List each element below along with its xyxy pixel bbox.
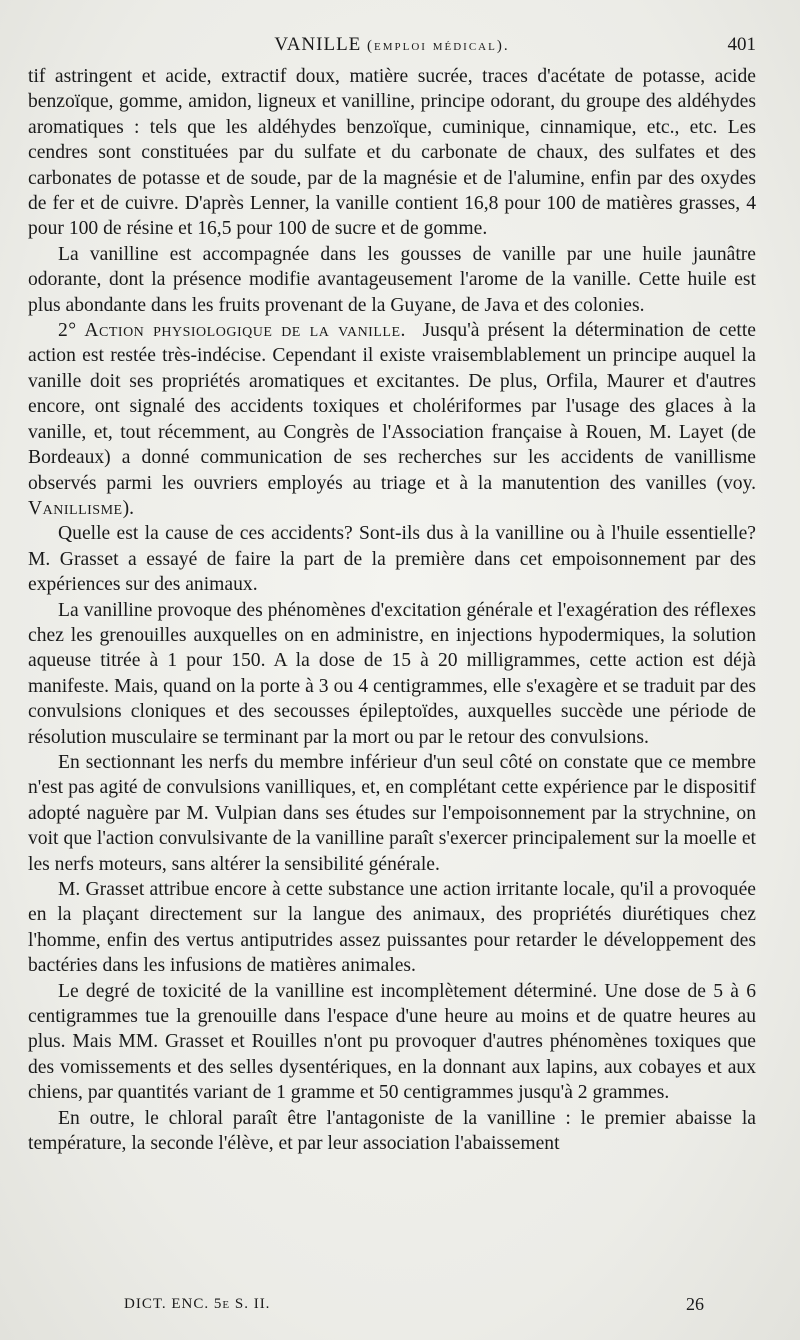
paragraph-6: En sectionnant les nerfs du membre inférieur d'un seul côté on constate que ce membre n'est pas agité de convulsions vanilliques, et, en complétant cette expérience par le dispositif adopté naguère par M. Vulpian dans ses études sur l'empoisonnement par la strychnine, on voit que l'action convulsivante de la vanilline paraît s'exercer principalement sur la moelle et les nerfs moteurs, sans altérer la sensibilité générale. bbox=[28, 751, 756, 875]
paragraph-7: M. Grasset attribue encore à cette substance une action irritante locale, qu'il a provoquée en la plaçant directement sur la langue des animaux, des propriétés diurétiques chez l'homme, enfin des vertus antiputrides assez puissantes pour retarder le développement des bactéries dans les infusions de matières animales. bbox=[28, 879, 756, 977]
paragraph-9: En outre, le chloral paraît être l'antagoniste de la vanilline : le premier abaisse la température, la seconde l'élève, et par leur association l'abaissement bbox=[28, 1107, 756, 1155]
section-heading: 2° Action physiologique de la vanille. bbox=[58, 320, 406, 342]
paragraph-4: Quelle est la cause de ces accidents? Sont-ils dus à la vanilline ou à l'huile essentielle? M. Grasset a essayé de faire la part de la première dans cet empoisonnement par des expériences sur des animaux. bbox=[28, 523, 756, 596]
sheet-number: 26 bbox=[686, 1294, 704, 1314]
body-text bbox=[28, 64, 756, 1156]
running-title-main: VANILLE bbox=[274, 34, 362, 55]
printer-signature: DICT. ENC. 5e S. II. bbox=[124, 1296, 271, 1312]
running-title bbox=[28, 34, 756, 56]
page-number: 401 bbox=[727, 34, 756, 55]
page-footer bbox=[124, 1296, 704, 1320]
paragraph-1: tif astringent et acide, extractif doux, matière sucrée, traces d'acétate de potasse, acide benzoïque, gomme, amidon, ligneux et vanilline, principe odorant, du groupe des aldéhydes aromatiques : tels que les aldéhydes benzoïque, cuminique, cinnamique, etc., etc. Les cendres sont constituées par du sulfate et du carbonate de chaux, des sulfates et des carbonates de potasse et de soude, par de la magnésie et de l'alumine, enfin par des oxydes de fer et de cuivre. D'après Lenner, la vanille contient 16,8 pour 100 de matières grasses, 4 pour 100 de résine et 16,5 pour 100 de sucre et de gomme. bbox=[28, 66, 756, 240]
running-title-subtitle: (emploi médical). bbox=[367, 38, 510, 54]
paragraph-8: Le degré de toxicité de la vanilline est incomplètement déterminé. Une dose de 5 à 6 centigrammes tue la grenouille dans l'espace d'une heure au moins et de quatre heures au plus. Mais MM. Grasset et Rouilles n'ont pu provoquer d'autres phénomènes toxiques que des vomissements et des selles dysentériques, en la donnant aux lapins, aux cobayes et aux chiens, par quantités variant de 1 gramme et 50 centigrammes jusqu'à 2 grammes. bbox=[28, 980, 756, 1104]
paragraph-3 bbox=[28, 318, 756, 521]
running-head bbox=[28, 34, 756, 60]
paragraph-3-tail: ). bbox=[122, 497, 135, 519]
cross-reference: Vanillisme bbox=[28, 497, 123, 519]
paragraph-2: La vanilline est accompagnée dans les gousses de vanille par une huile jaunâtre odorante, dont la présence modifie avantageusement l'arome de la vanille. Cette huile est plus abondante dans les fruits provenant de la Guyane, de Java et des colonies. bbox=[28, 243, 756, 316]
paragraph-5: La vanilline provoque des phénomènes d'excitation générale et l'exagération des réflexes chez les grenouilles auxquelles on en administre, en injections hypodermiques, la solution aqueuse titrée à 1 pour 150. A la dose de 15 à 20 milligrammes, cette action est déjà manifeste. Mais, quand on la porte à 3 ou 4 centigrammes, elle s'exagère et se traduit par des convulsions cloniques et des secousses épileptoïdes, auxquelles succède une période de résolution musculaire se terminant par la mort ou par le retour des convulsions. bbox=[28, 599, 756, 748]
paragraph-3-text: Jusqu'à présent la détermination de cette action est restée très-indécise. Cependant il existe vraisemblablement un principe auquel la vanille doit ses propriétés aromatiques et excitantes. De plus, Orfila, Maurer et d'autres encore, ont signalé des accidents toxiques et cholériformes par l'usage des glaces à la vanille, et, tout récemment, au Congrès de l'Association française à Rouen, M. Layet (de Bordeaux) a donné communication de ses recherches sur les accidents de vanillisme observés parmi les ouvriers employés au triage et à la manutention des vanilles (voy. bbox=[28, 320, 757, 494]
